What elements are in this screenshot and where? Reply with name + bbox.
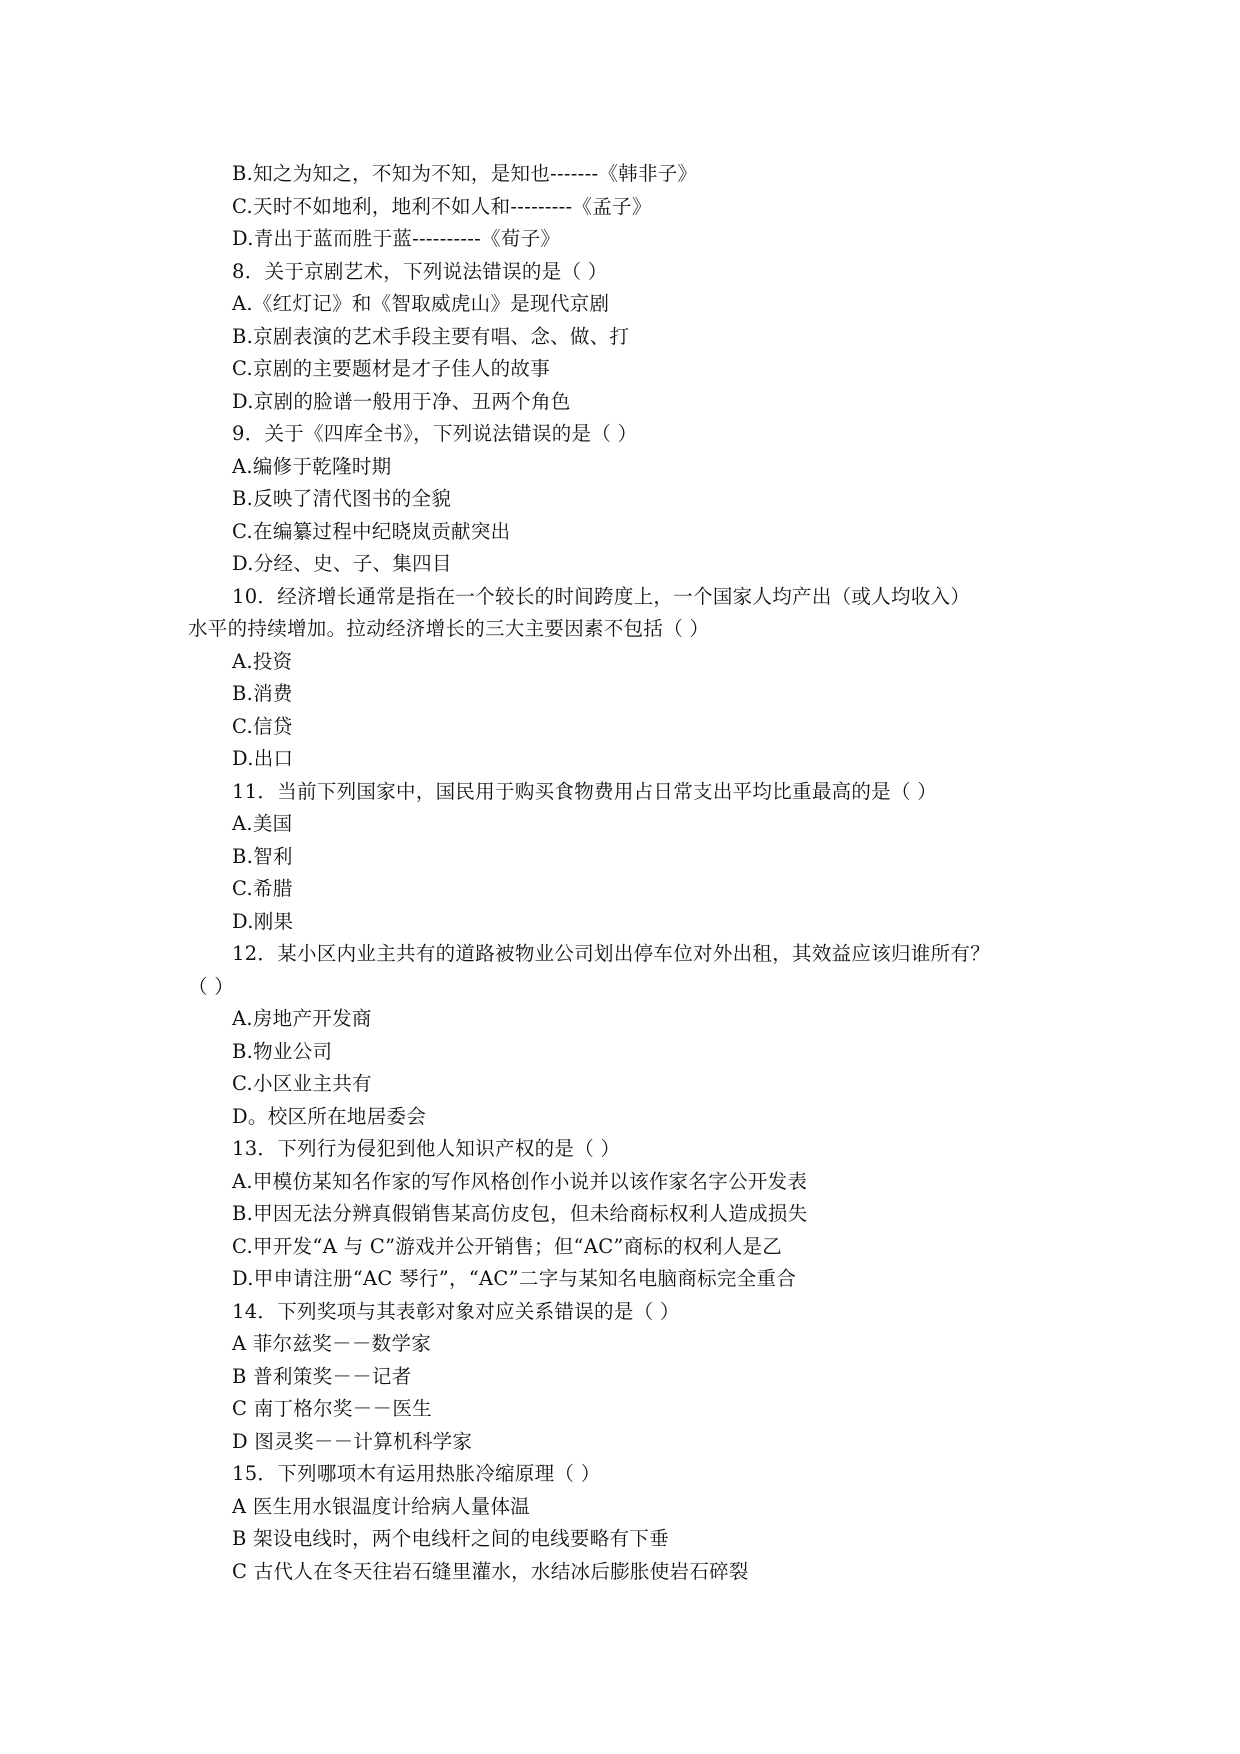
- text-line: D.甲申请注册“AC 琴行”，“AC”二字与某知名电脑商标完全重合: [232, 1267, 797, 1290]
- text-line: A.房地产开发商: [232, 1007, 372, 1030]
- text-line: A.投资: [232, 649, 293, 673]
- text-line: 10．经济增长通常是指在一个较长的时间跨度上，一个国家人均产出（或人均收入）: [232, 584, 971, 608]
- text-line: A 菲尔兹奖－－数学家: [232, 1332, 432, 1355]
- text-line: D 图灵奖－－计算机科学家: [232, 1429, 473, 1453]
- text-line: D.青出于蓝而胜于蓝----------《荀子》: [232, 227, 561, 250]
- document-body: [188, 158, 1068, 1588]
- text-line: 13．下列行为侵犯到他人知识产权的是（ ）: [232, 1137, 621, 1160]
- text-line: 水平的持续增加。拉动经济增长的三大主要因素不包括（ ）: [188, 617, 710, 640]
- text-line: B 架设电线时，两个电线杆之间的电线要略有下垂: [232, 1527, 669, 1550]
- text-line: 12．某小区内业主共有的道路被物业公司划出停车位对外出租，其效益应该归谁所有？: [232, 942, 991, 965]
- text-line: B.京剧表演的艺术手段主要有唱、念、做、打: [232, 324, 630, 348]
- text-line: D.出口: [232, 747, 294, 770]
- text-line: B.知之为知之，不知为不知，是知也-------《韩非子》: [232, 162, 698, 185]
- text-line: B.智利: [232, 844, 293, 868]
- text-line: B.甲因无法分辨真假销售某高仿皮包，但未给商标权利人造成损失: [232, 1202, 808, 1225]
- text-line: C.天时不如地利，地利不如人和---------《孟子》: [232, 194, 652, 218]
- text-line: C.在编纂过程中纪晓岚贡献突出: [232, 519, 511, 543]
- text-line: A.《红灯记》和《智取威虎山》是现代京剧: [232, 292, 610, 315]
- text-line: D.刚果: [232, 909, 294, 933]
- text-line: D.京剧的脸谱一般用于净、丑两个角色: [232, 389, 571, 413]
- text-line: 8．关于京剧艺术，下列说法错误的是（ ）: [232, 259, 608, 283]
- text-line: C.甲开发“A 与 C”游戏并公开销售；但“AC”商标的权利人是乙: [232, 1234, 783, 1258]
- text-line: 14．下列奖项与其表彰对象对应关系错误的是（ ）: [232, 1299, 680, 1323]
- text-line: （ ）: [188, 974, 235, 998]
- text-line: D.分经、史、子、集四目: [232, 552, 452, 575]
- text-line: A.甲模仿某知名作家的写作风格创作小说并以该作家名字公开发表: [232, 1169, 808, 1193]
- text-line: C.京剧的主要题材是才子佳人的故事: [232, 357, 551, 380]
- text-line: A.美国: [232, 812, 293, 835]
- text-line: A 医生用水银温度计给病人量体温: [232, 1494, 531, 1518]
- text-line: 9．关于《四库全书》，下列说法错误的是（ ）: [232, 422, 638, 445]
- text-line: C.希腊: [232, 877, 293, 900]
- text-line: B.物业公司: [232, 1039, 333, 1063]
- text-line: C.小区业主共有: [232, 1072, 372, 1095]
- text-line: D。校区所在地居委会: [232, 1104, 427, 1128]
- text-line: B.消费: [232, 682, 293, 705]
- text-line: C 南丁格尔奖－－医生: [232, 1397, 432, 1420]
- text-line: B.反映了清代图书的全貌: [232, 487, 452, 510]
- text-line: C.信贷: [232, 714, 293, 738]
- text-line: 15．下列哪项木有运用热胀冷缩原理（ ）: [232, 1462, 601, 1485]
- text-line: A.编修于乾隆时期: [232, 454, 392, 478]
- text-line: B 普利策奖－－记者: [232, 1364, 412, 1388]
- text-line: C 古代人在冬天往岩石缝里灌水，水结冰后膨胀使岩石碎裂: [232, 1559, 749, 1583]
- text-line: 11．当前下列国家中，国民用于购买食物费用占日常支出平均比重最高的是（ ）: [232, 779, 938, 803]
